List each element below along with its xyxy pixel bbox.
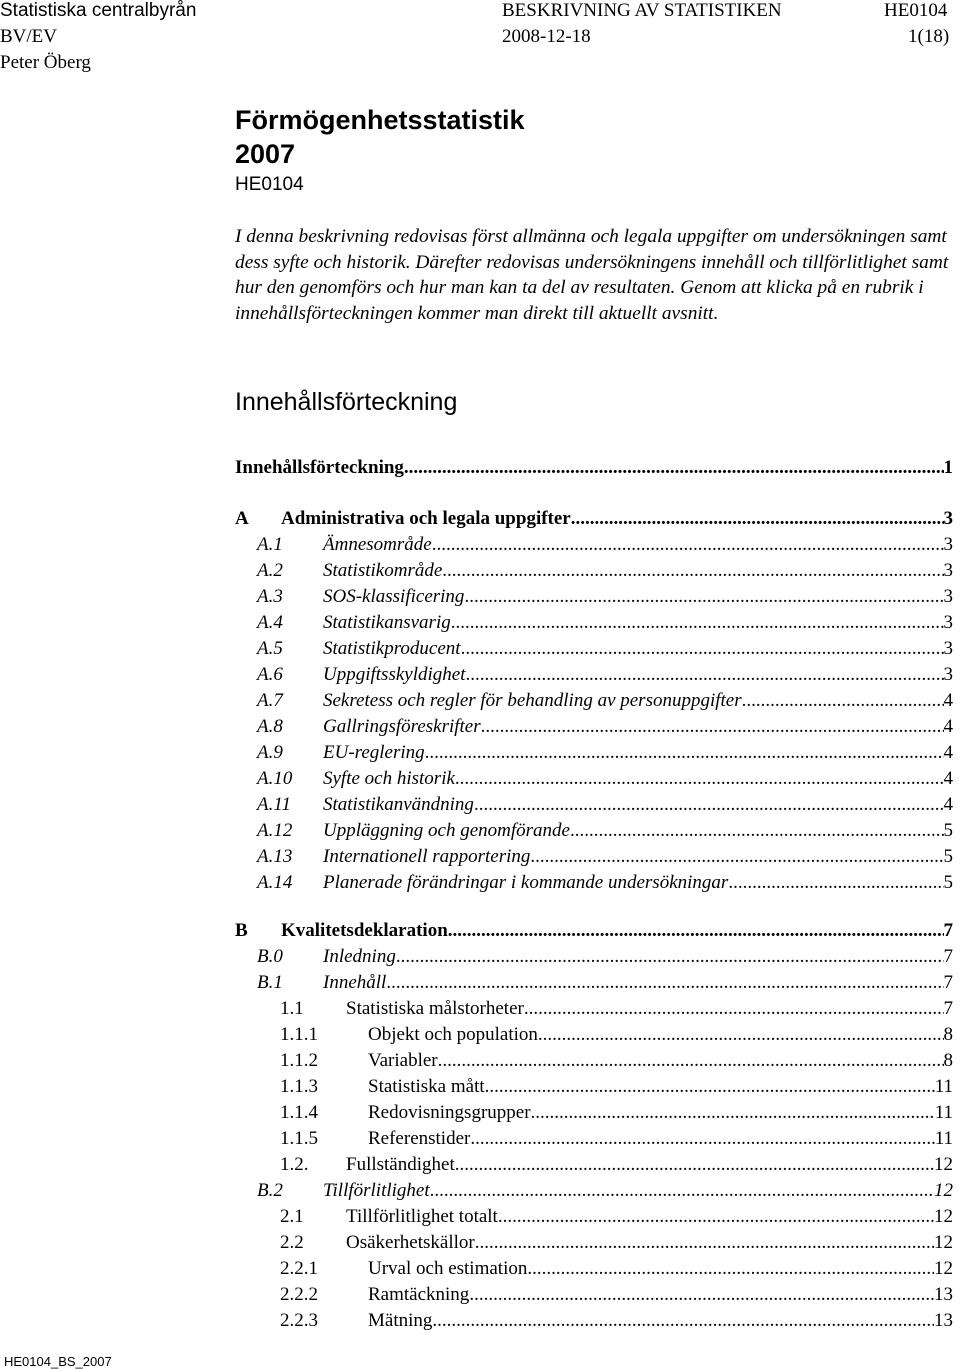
toc-dot-leader [461, 636, 944, 662]
toc-entry-page: 1 [943, 457, 953, 478]
toc-entry-number: 1.1.2 [280, 1050, 318, 1071]
toc-entry-number: 1.1.5 [280, 1128, 318, 1149]
toc-entry[interactable] [235, 1256, 953, 1282]
toc-dot-leader [469, 1282, 934, 1308]
toc-dot-leader [571, 506, 944, 532]
toc-entry-number: A.13 [257, 846, 293, 867]
toc-entry-title: Uppläggning och genomförande [323, 820, 570, 841]
toc-entry-title: Statistiska mått [368, 1076, 485, 1097]
toc-entry-title: Syfte och historik [323, 768, 455, 789]
toc-entry[interactable] [235, 584, 953, 610]
toc-entry-number: A.2 [257, 560, 283, 581]
toc-entry-number: 1.1.3 [280, 1076, 318, 1097]
toc-entry-page: 3 [943, 508, 953, 529]
toc-entry-number: 1.1 [280, 998, 304, 1019]
toc-entry-number: A.9 [257, 742, 283, 763]
toc-entry-number: A.3 [257, 586, 283, 607]
toc-entry-page: 4 [943, 716, 953, 737]
toc-entry-number: A.12 [257, 820, 293, 841]
toc-dot-leader [464, 584, 943, 610]
toc-entry[interactable] [235, 662, 953, 688]
toc-entry-title: Innehåll [323, 972, 387, 993]
toc-entry-number: 2.2.1 [280, 1258, 318, 1279]
toc-dot-leader [455, 766, 944, 792]
document-year: 2007 [235, 139, 296, 169]
toc-entry[interactable] [235, 558, 953, 584]
toc-entry[interactable] [235, 918, 953, 944]
toc-entry[interactable] [235, 636, 953, 662]
header-unit: BV/EV [0, 26, 57, 47]
toc-entry-title: Sekretess och regler för behandling av personuppgifter [323, 690, 742, 711]
toc-dot-leader [438, 1048, 944, 1074]
toc-dot-leader [386, 970, 943, 996]
toc-entry-number: 1.1.1 [280, 1024, 318, 1045]
toc-entry[interactable] [235, 818, 953, 844]
toc-dot-leader [475, 1230, 934, 1256]
toc-dot-leader [530, 844, 943, 870]
toc-entry-page: 12 [934, 1154, 953, 1175]
toc-entry-title: Statistikanvändning [323, 794, 474, 815]
toc-entry-title: Statistikområde [323, 560, 443, 581]
toc-entry-title: Ämnesområde [323, 534, 432, 555]
toc-entry-title: EU-reglering [323, 742, 425, 763]
document-title: Förmögenhetsstatistik [235, 105, 525, 135]
toc-dot-leader [448, 918, 944, 944]
toc-entry-number: B.1 [257, 972, 283, 993]
toc-dot-leader [465, 662, 943, 688]
toc-entry-title: Urval och estimation [368, 1258, 528, 1279]
toc-entry[interactable] [235, 506, 953, 532]
toc-entry-number: A.10 [257, 768, 293, 789]
toc-entry-title: Ramtäckning [368, 1284, 470, 1305]
toc-entry[interactable] [235, 714, 953, 740]
toc-entry-number: 1.1.4 [280, 1102, 318, 1123]
toc-dot-leader [485, 1074, 935, 1100]
toc-entry[interactable] [235, 1178, 953, 1204]
toc-entry-title: Innehållsförteckning [235, 457, 404, 478]
toc-dot-leader [396, 944, 944, 970]
toc-entry[interactable] [235, 1074, 953, 1100]
toc-entry-page: 8 [943, 1024, 953, 1045]
header-code: HE0104 [884, 0, 948, 21]
toc-dot-leader [527, 1256, 934, 1282]
toc-dot-leader [404, 455, 944, 481]
toc-entry-page: 3 [943, 560, 953, 581]
toc-dot-leader [570, 818, 944, 844]
toc-entry-number: B [235, 920, 248, 941]
footer-doc-id: HE0104_BS_2007 [4, 1354, 112, 1369]
toc-entry-title: Redovisningsgrupper [368, 1102, 531, 1123]
toc-entry-page: 3 [943, 664, 953, 685]
toc-entry-title: Planerade förändringar i kommande undersökningar [323, 872, 729, 893]
toc-entry-number: A.8 [257, 716, 283, 737]
toc-heading: Innehållsförteckning [235, 388, 458, 416]
toc-entry-page: 12 [934, 1206, 953, 1227]
toc-entry-page: 12 [934, 1180, 953, 1201]
toc-entry[interactable] [235, 1022, 953, 1048]
toc-entry-page: 3 [943, 612, 953, 633]
toc-entry[interactable] [235, 1048, 953, 1074]
toc-entry-number: A.11 [257, 794, 291, 815]
toc-entry-title: Statistikansvarig [323, 612, 451, 633]
toc-dot-leader [498, 1204, 934, 1230]
header-author: Peter Öberg [0, 52, 91, 73]
toc-entry-page: 13 [934, 1284, 953, 1305]
toc-entry-page: 7 [943, 972, 953, 993]
toc-entry-page: 12 [934, 1258, 953, 1279]
toc-entry-title: Statistiska målstorheter [346, 998, 524, 1019]
header-doc-type: BESKRIVNING AV STATISTIKEN [502, 0, 782, 21]
toc-dot-leader [442, 558, 943, 584]
toc-entry-number: 2.2.3 [280, 1310, 318, 1331]
toc-entry-number: A.7 [257, 690, 283, 711]
toc-entry-page: 4 [943, 742, 953, 763]
toc-dot-leader [430, 1178, 934, 1204]
header-date: 2008-12-18 [502, 26, 591, 47]
toc-entry-page: 3 [943, 586, 953, 607]
toc-entry-number: A.1 [257, 534, 283, 555]
toc-entry-title: Kvalitetsdeklaration [281, 920, 448, 941]
toc-entry[interactable] [235, 766, 953, 792]
toc-entry-page: 7 [943, 946, 953, 967]
toc-dot-leader [474, 792, 944, 818]
toc-entry-number: A.4 [257, 612, 283, 633]
toc-entry-title: Tillförlitlighet totalt [346, 1206, 498, 1227]
intro-paragraph: I denna beskrivning redovisas först allmänna och legala uppgifter om undersökningen samt dess syfte och historik. Därefter redovisas undersökningens innehåll och tillförlitlighet samt hur den genomförs och hur man kan ta del av resultaten. Genom att klicka på en rubrik i innehållsförteckningen kommer man direkt till aktuellt avsnitt. [235, 226, 949, 324]
toc-entry[interactable] [235, 1230, 953, 1256]
toc-entry-number: 2.1 [280, 1206, 304, 1227]
toc-entry-title: Tillförlitlighet [323, 1180, 430, 1201]
toc-entry-title: Variabler [368, 1050, 438, 1071]
toc-entry-title: Internationell rapportering [323, 846, 531, 867]
toc-entry[interactable] [235, 844, 953, 870]
toc-dot-leader [470, 1126, 934, 1152]
toc-entry-page: 7 [943, 998, 953, 1019]
toc-entry-page: 4 [943, 794, 953, 815]
toc-entry-number: A.14 [257, 872, 293, 893]
toc-entry[interactable] [235, 970, 953, 996]
toc-entry-page: 12 [934, 1232, 953, 1253]
toc-entry-page: 5 [943, 820, 953, 841]
toc-dot-leader [538, 1022, 944, 1048]
header-agency: Statistiska centralbyrån [0, 0, 197, 21]
toc-dot-leader [432, 1308, 934, 1334]
toc-entry-page: 3 [943, 638, 953, 659]
toc-entry[interactable] [235, 688, 953, 714]
header-page-number: 1(18) [908, 26, 950, 47]
toc-entry-number: B.0 [257, 946, 283, 967]
toc-dot-leader [455, 1152, 934, 1178]
toc-entry-page: 3 [943, 534, 953, 555]
toc-entry-page: 8 [943, 1050, 953, 1071]
toc-entry-title: Gallringsföreskrifter [323, 716, 481, 737]
toc-entry-number: 2.2.2 [280, 1284, 318, 1305]
toc-entry[interactable] [235, 1152, 953, 1178]
toc-entry-page: 11 [934, 1102, 953, 1123]
toc-entry-title: Osäkerhetskällor [346, 1232, 475, 1253]
toc-entry[interactable] [235, 610, 953, 636]
toc-entry[interactable] [235, 1308, 953, 1334]
toc-entry[interactable] [235, 996, 953, 1022]
toc-entry-title: Fullständighet [346, 1154, 455, 1175]
toc-entry-page: 4 [943, 690, 953, 711]
toc-entry[interactable] [235, 1100, 953, 1126]
toc-dot-leader [531, 1100, 935, 1126]
toc-entry-number: A.5 [257, 638, 283, 659]
toc-entry-page: 13 [934, 1310, 953, 1331]
toc-dot-leader [451, 610, 944, 636]
toc-entry[interactable] [235, 740, 953, 766]
toc-entry-title: Inledning [323, 946, 396, 967]
toc-entry-title: Mätning [368, 1310, 433, 1331]
toc-entry[interactable] [235, 870, 953, 896]
toc-entry[interactable] [235, 1282, 953, 1308]
toc-entry-title: Uppgiftsskyldighet [323, 664, 466, 685]
toc-entry-number: 2.2 [280, 1232, 304, 1253]
toc-entry-title: Statistikproducent [323, 638, 461, 659]
toc-entry-title: Referenstider [368, 1128, 471, 1149]
toc-entry-page: 4 [943, 768, 953, 789]
toc-dot-leader [425, 740, 944, 766]
toc-entry-title: SOS-klassificering [323, 586, 465, 607]
document-code: HE0104 [235, 174, 304, 195]
toc-entry-number: 1.2. [280, 1154, 309, 1175]
toc-entry-number: A.6 [257, 664, 283, 685]
toc-entry-page: 11 [934, 1128, 953, 1149]
toc-entry[interactable] [235, 532, 953, 558]
toc-entry[interactable] [235, 792, 953, 818]
toc-dot-leader [481, 714, 944, 740]
toc-entry[interactable] [235, 455, 953, 481]
toc-entry-page: 5 [943, 846, 953, 867]
toc-entry-number: B.2 [257, 1180, 283, 1201]
toc-entry-number: A [235, 508, 249, 529]
toc-dot-leader [432, 532, 944, 558]
toc-entry[interactable] [235, 944, 953, 970]
toc-entry-page: 11 [934, 1076, 953, 1097]
toc-entry-page: 5 [943, 872, 953, 893]
toc-dot-leader [728, 870, 943, 896]
toc-dot-leader [742, 688, 944, 714]
toc-entry-page: 7 [943, 920, 953, 941]
toc-entry[interactable] [235, 1126, 953, 1152]
toc-entry[interactable] [235, 1204, 953, 1230]
toc-entry-title: Objekt och population [368, 1024, 538, 1045]
toc-entry-title: Administrativa och legala uppgifter [281, 508, 571, 529]
toc-dot-leader [524, 996, 944, 1022]
